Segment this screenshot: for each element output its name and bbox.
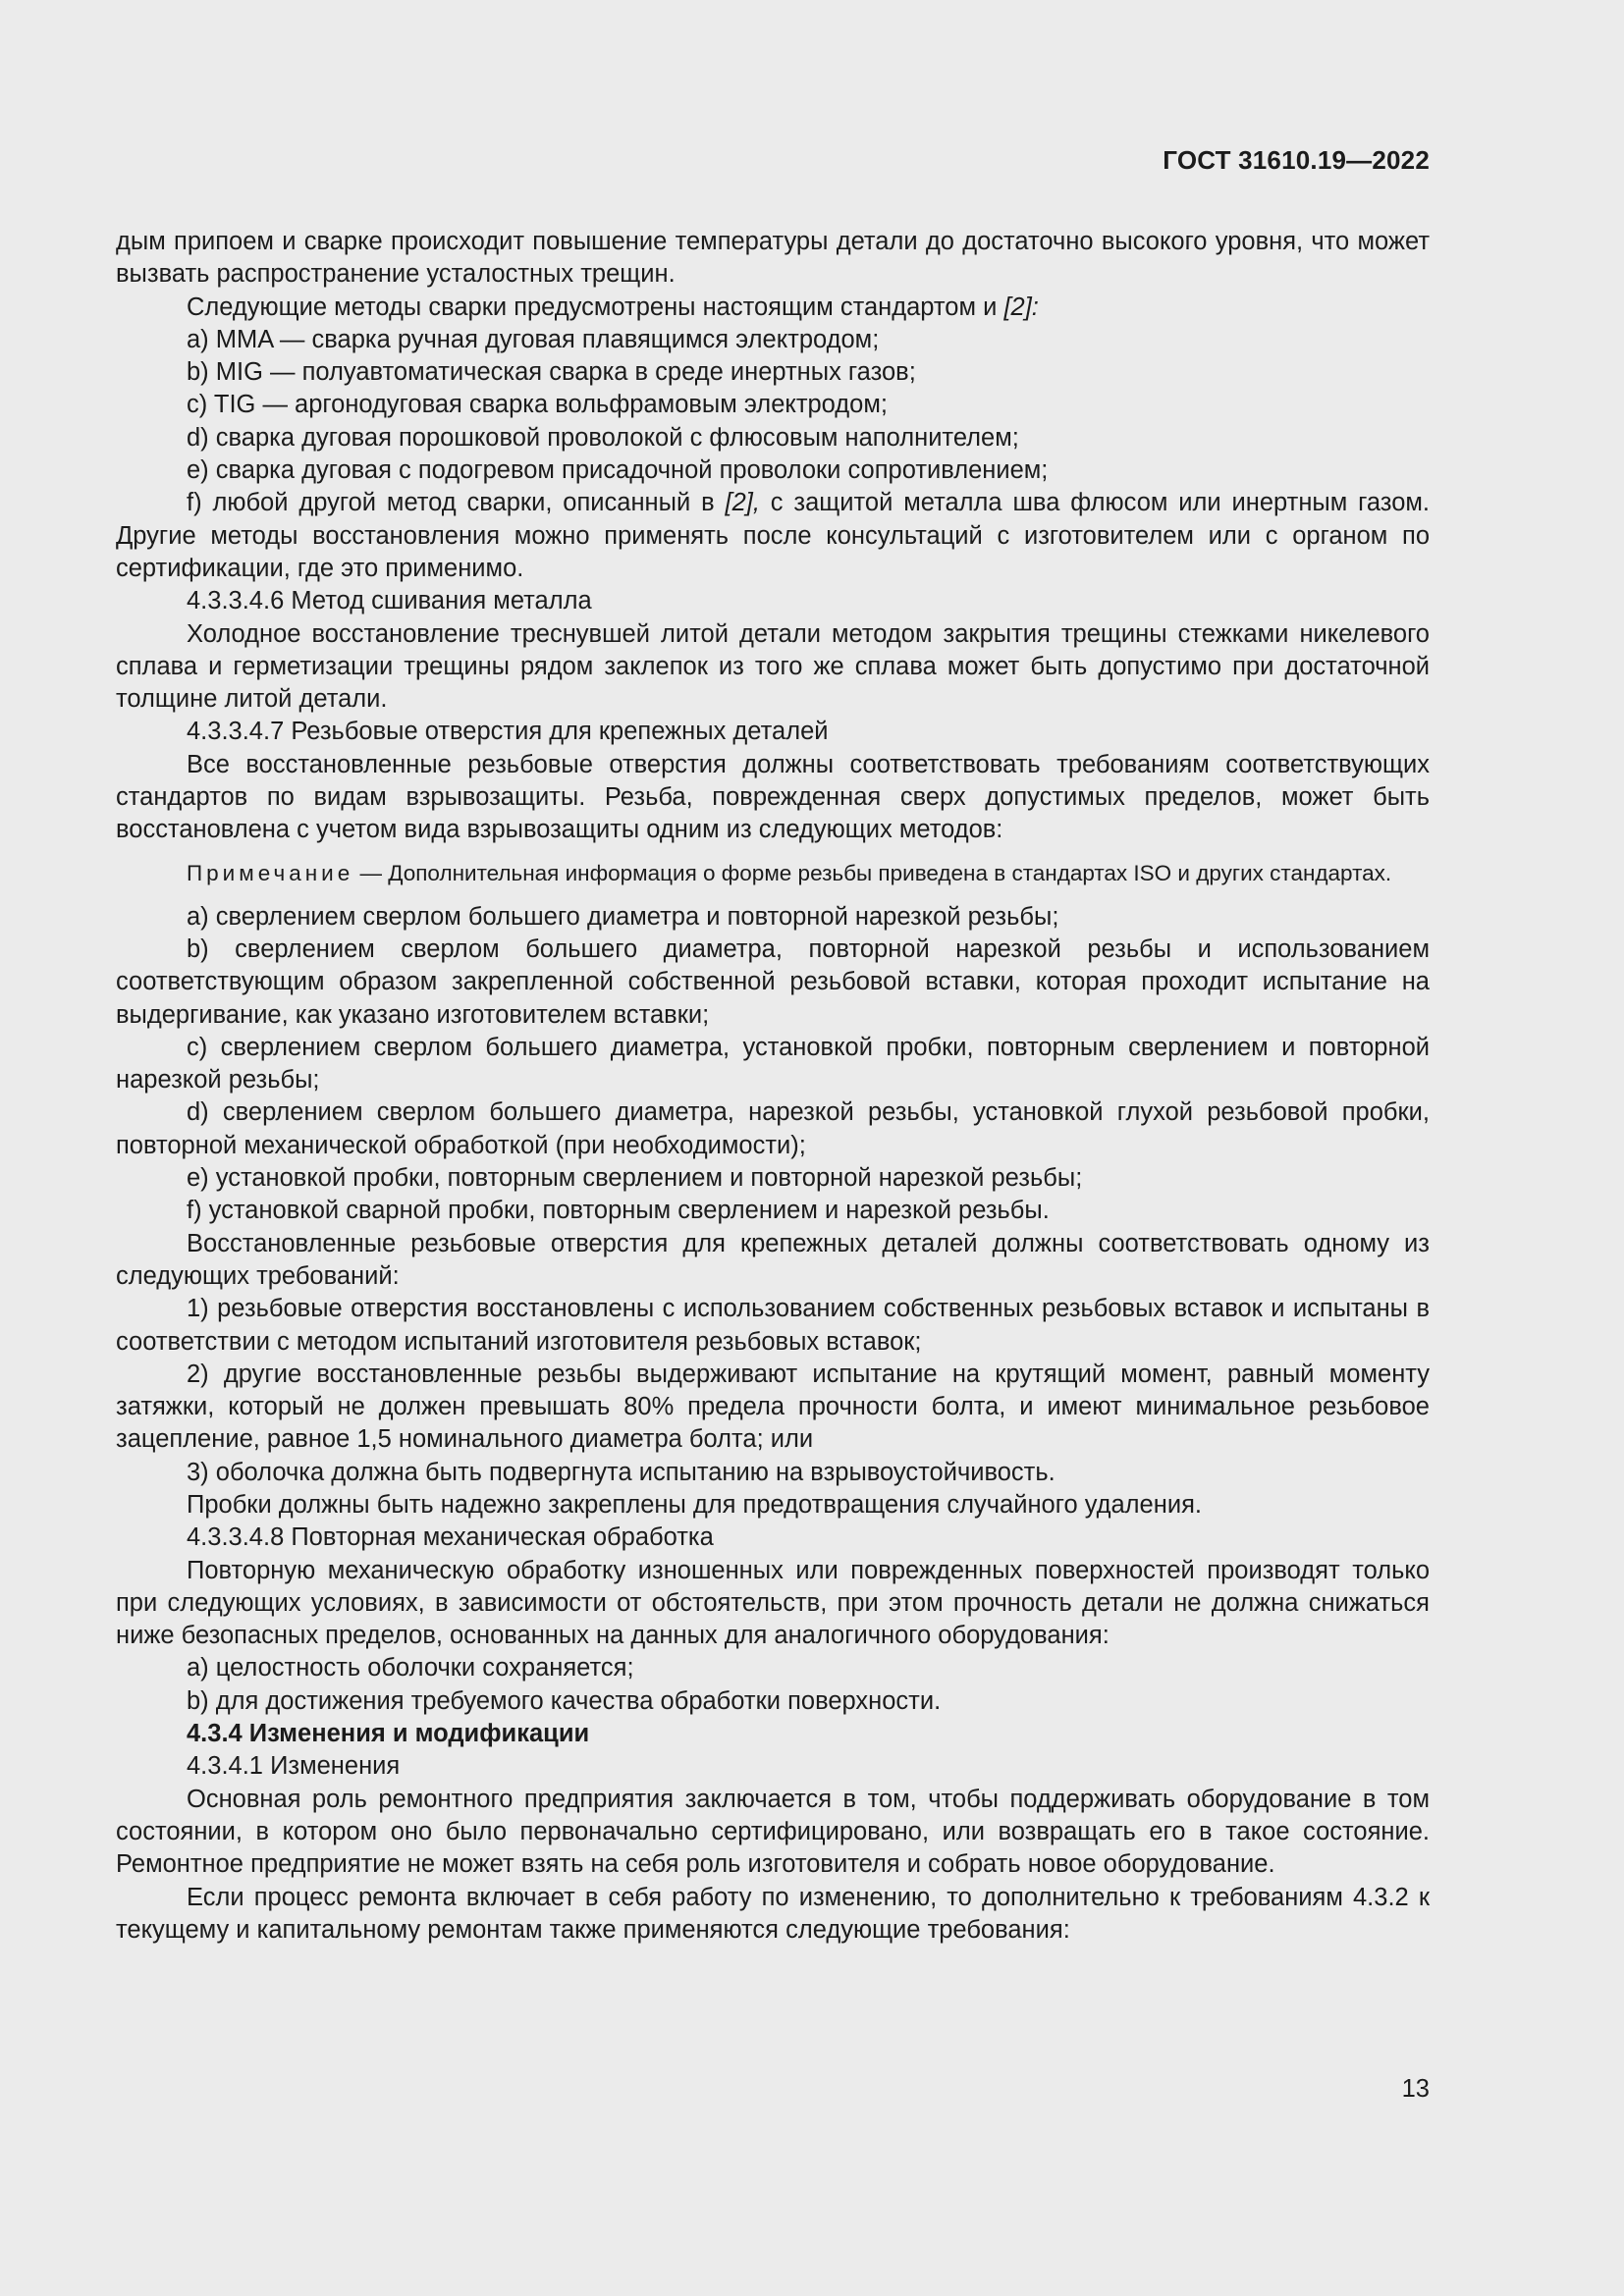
list-item: d) сварка дуговая порошковой проволокой с флюсовым наполнителем; — [187, 423, 1019, 452]
section-heading: 4.3.3.4.7 Резьбовые отверстия для крепежных деталей — [187, 718, 829, 746]
page-number: 13 — [1401, 2075, 1430, 2103]
paragraph: Все восстановленные резьбовые отверстия должны соответствовать требованиям соответствующих стандартов по видам взрывозащиты. Резьба, поврежденная сверх допустимых пределов, может быть восстановлена с учетом вида взрывозащиты одним из следующих методов: — [116, 750, 1430, 844]
paragraph: дым припоем и сварке происходит повышение температуры детали до достаточно высокого уровня, что может вызвать распространение усталостных трещин. — [116, 228, 1430, 289]
paragraph-text: Следующие методы сварки предусмотрены настоящим стандартом и — [187, 293, 1004, 321]
list-item: 2) другие восстановленные резьбы выдерживают испытание на крутящий момент, равный моменту затяжки, который не должен превышать 80% предела прочности болта, и имеют минимальное резьбовое зацепление, равное 1,5 номинального диаметра болта; или — [116, 1360, 1430, 1454]
list-item — [116, 487, 1430, 585]
list-item: c) сверлением сверлом большего диаметра, установкой пробки, повторным сверлением и повторной нарезкой резьбы; — [116, 1033, 1430, 1095]
section-heading: 4.3.4.1 Изменения — [187, 1752, 401, 1781]
list-item: b) для достижения требуемого качества обработки поверхности. — [187, 1686, 942, 1715]
paragraph — [116, 292, 1430, 324]
list-item: 3) оболочка должна быть подвергнута испытанию на взрывоустойчивость. — [187, 1458, 1056, 1486]
paragraph: Основная роль ремонтного предприятия заключается в том, чтобы поддерживать оборудование в том состоянии, в котором оно было первоначально сертифицировано, или возвращать его в такое состояние. Ремонтное предприятие не может взять на себя роль изготовителя и собрать новое оборудование. — [116, 1785, 1430, 1879]
list-item: d) сверлением сверлом большего диаметра, нарезкой резьбы, установкой глухой резьбовой пробки, повторной механической обработкой (при необходимости); — [116, 1098, 1430, 1159]
reference: [2]: — [1003, 293, 1039, 321]
list-item: a) сверлением сверлом большего диаметра и повторной нарезкой резьбы; — [187, 902, 1059, 931]
document-header: ГОСТ 31610.19—2022 — [1163, 145, 1430, 175]
section-heading: 4.3.3.4.8 Повторная механическая обработка — [187, 1523, 714, 1552]
list-item: e) сварка дуговая с подогревом присадочной проволоки сопротивлением; — [187, 456, 1049, 485]
list-item-text: с защитой металла шва флюсом или инертным газом. Другие методы восстановления можно применять после консультаций с изготовителем или с органом по сертификации, где это применимо. — [116, 489, 1431, 582]
note — [116, 859, 1430, 887]
paragraph: Если процесс ремонта включает в себя работу по изменению, то дополнительно к требованиям 4.3.2 к текущему и капитальному ремонтам также применяются следующие требования: — [116, 1883, 1430, 1944]
list-item: a) целостность оболочки сохраняется; — [187, 1654, 634, 1682]
paragraph: Пробки должны быть надежно закреплены для предотвращения случайного удаления. — [187, 1490, 1202, 1519]
list-item: e) установкой пробки, повторным сверлением и повторной нарезкой резьбы; — [187, 1164, 1083, 1193]
paragraph: Холодное восстановление треснувшей литой детали методом закрытия трещины стежками никелевого сплава и герметизации трещины рядом заклепок из того же сплава может быть допустимо при достаточной толщине литой детали. — [116, 619, 1430, 714]
list-item: a) MMA — сварка ручная дуговая плавящимся электродом; — [187, 325, 880, 353]
list-item: c) TIG — аргонодуговая сварка вольфрамовым электродом; — [187, 391, 888, 419]
section-heading: 4.3.4 Изменения и модификации — [187, 1720, 590, 1748]
document-body — [116, 226, 1430, 1947]
list-item: 1) резьбовые отверстия восстановлены с использованием собственных резьбовых вставок и испытаны в соответствии с методом испытаний изготовителя резьбовых вставок; — [116, 1295, 1430, 1356]
list-item: f) установкой сварной пробки, повторным сверлением и нарезкой резьбы. — [187, 1197, 1050, 1225]
note-label: Примечание — [187, 860, 354, 885]
list-item: b) MIG — полуавтоматическая сварка в среде инертных газов; — [187, 358, 916, 387]
paragraph: Повторную механическую обработку изношенных или поврежденных поверхностей производят только при следующих условиях, в зависимости от обстоятельств, при этом прочность детали не должна снижаться ниже безопасных пределов, основанных на данных для аналогичного оборудования: — [116, 1556, 1430, 1650]
list-item: b) сверлением сверлом большего диаметра, повторной нарезкой резьбы и использованием соответствующим образом закрепленной собственной резьбовой вставки, которая проходит испытание на выдергивание, как указано изготовителем вставки; — [116, 934, 1430, 1029]
reference: [2], — [725, 489, 760, 517]
list-item-text: f) любой другой метод сварки, описанный в — [187, 489, 726, 517]
paragraph: Восстановленные резьбовые отверстия для крепежных деталей должны соответствовать одному из следующих требований: — [116, 1229, 1430, 1290]
section-heading: 4.3.3.4.6 Метод сшивания металла — [187, 587, 592, 615]
note-text: — Дополнительная информация о форме резьбы приведена в стандартах ISO и других стандартах. — [353, 860, 1392, 885]
